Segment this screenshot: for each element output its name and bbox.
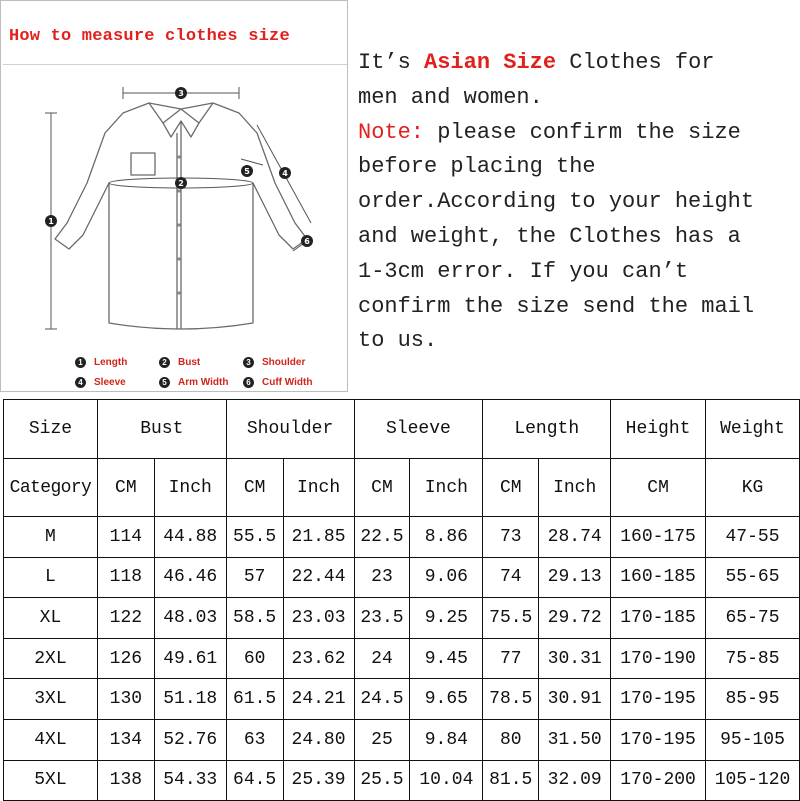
cell-size: 2XL [4, 638, 98, 679]
cell-length-inch: 31.50 [539, 719, 611, 760]
cell-bust-inch: 51.18 [154, 679, 226, 720]
size-chart-table [3, 399, 800, 801]
unit-cm: CM [226, 459, 283, 517]
cell-sleeve-cm: 24 [354, 638, 410, 679]
cell-shoulder-cm: 58.5 [226, 598, 283, 639]
cell-height-cm: 170-200 [611, 760, 706, 801]
note-line: before placing the [358, 154, 596, 180]
cell-weight-kg: 55-65 [706, 557, 800, 598]
cell-sleeve-inch: 9.25 [410, 598, 483, 639]
asian-size-highlight: Asian Size [424, 50, 557, 75]
header-category: Category [4, 459, 98, 517]
legend-marker-icon: 3 [243, 357, 254, 368]
cell-length-inch: 30.91 [539, 679, 611, 720]
measure-marker-3: 3 [178, 89, 184, 98]
cell-bust-inch: 48.03 [154, 598, 226, 639]
note-line: order.According to your height [358, 189, 755, 215]
shirt-diagram-icon [31, 73, 331, 343]
cell-sleeve-cm: 22.5 [354, 517, 410, 558]
cell-sleeve-inch: 9.06 [410, 557, 483, 598]
cell-height-cm: 170-195 [611, 719, 706, 760]
cell-sleeve-cm: 23 [354, 557, 410, 598]
header-bust: Bust [97, 400, 226, 459]
cell-sleeve-inch: 9.84 [410, 719, 483, 760]
cell-height-cm: 170-190 [611, 638, 706, 679]
unit-cm: CM [483, 459, 539, 517]
table-row [4, 679, 800, 720]
unit-inch: Inch [410, 459, 483, 517]
cell-shoulder-cm: 63 [226, 719, 283, 760]
table-row [4, 760, 800, 801]
header-height: Height [611, 400, 706, 459]
header-shoulder: Shoulder [226, 400, 354, 459]
note-line: to us. [358, 328, 438, 354]
note-line: confirm the size send the mail [358, 293, 755, 319]
measure-marker-2: 2 [178, 179, 184, 188]
legend-marker-icon: 5 [159, 377, 170, 388]
cell-sleeve-cm: 23.5 [354, 598, 410, 639]
cell-size: 4XL [4, 719, 98, 760]
cell-size: M [4, 517, 98, 558]
cell-weight-kg: 85-95 [706, 679, 800, 720]
measure-marker-6: 6 [304, 237, 310, 246]
table-row [4, 598, 800, 639]
cell-bust-cm: 134 [97, 719, 154, 760]
legend-marker-icon: 2 [159, 357, 170, 368]
cell-bust-cm: 130 [97, 679, 154, 720]
legend-marker-icon: 4 [75, 377, 86, 388]
table-row [4, 517, 800, 558]
cell-sleeve-inch: 9.65 [410, 679, 483, 720]
cell-shoulder-inch: 21.85 [283, 517, 354, 558]
unit-inch: Inch [539, 459, 611, 517]
size-rows [4, 517, 800, 801]
legend-marker-icon: 1 [75, 357, 86, 368]
guide-title-bar [3, 3, 347, 65]
note-line: 1-3cm error. If you can’t [358, 258, 689, 284]
cell-weight-kg: 105-120 [706, 760, 800, 801]
cell-shoulder-cm: 64.5 [226, 760, 283, 801]
size-note [358, 46, 794, 359]
header-weight: Weight [706, 400, 800, 459]
cell-weight-kg: 47-55 [706, 517, 800, 558]
cell-shoulder-cm: 60 [226, 638, 283, 679]
cell-height-cm: 170-185 [611, 598, 706, 639]
cell-shoulder-cm: 61.5 [226, 679, 283, 720]
cell-length-cm: 80 [483, 719, 539, 760]
table-row [4, 719, 800, 760]
cell-bust-inch: 44.88 [154, 517, 226, 558]
measure-marker-5: 5 [244, 167, 250, 176]
cell-size: 3XL [4, 679, 98, 720]
legend-marker-icon: 6 [243, 377, 254, 388]
cell-weight-kg: 65-75 [706, 598, 800, 639]
cell-size: 5XL [4, 760, 98, 801]
note-line: and weight, the Clothes has a [358, 223, 741, 249]
cell-bust-cm: 114 [97, 517, 154, 558]
measure-marker-4: 4 [282, 169, 288, 178]
legend-shoulder: 3 Shoulder [243, 357, 305, 368]
cell-size: XL [4, 598, 98, 639]
cell-bust-inch: 49.61 [154, 638, 226, 679]
legend-sleeve: 4 Sleeve [75, 377, 126, 388]
legend-arm-width: 5 Arm Width [159, 377, 228, 388]
cell-shoulder-inch: 23.03 [283, 598, 354, 639]
legend-length: 1 Length [75, 357, 127, 368]
cell-length-inch: 28.74 [539, 517, 611, 558]
unit-inch: Inch [154, 459, 226, 517]
cell-length-cm: 78.5 [483, 679, 539, 720]
cell-length-inch: 32.09 [539, 760, 611, 801]
cell-height-cm: 160-185 [611, 557, 706, 598]
note-line: It’s Asian Size Clothes for [358, 50, 715, 75]
unit-inch: Inch [283, 459, 354, 517]
cell-bust-cm: 118 [97, 557, 154, 598]
cell-height-cm: 170-195 [611, 679, 706, 720]
measure-marker-1: 1 [48, 217, 54, 226]
cell-length-cm: 77 [483, 638, 539, 679]
measurement-guide [0, 0, 348, 392]
cell-length-cm: 75.5 [483, 598, 539, 639]
cell-shoulder-inch: 24.80 [283, 719, 354, 760]
guide-title: How to measure clothes size [9, 27, 290, 46]
cell-sleeve-inch: 9.45 [410, 638, 483, 679]
header-length: Length [483, 400, 611, 459]
legend-cuff-width: 6 Cuff Width [243, 377, 312, 388]
cell-sleeve-inch: 8.86 [410, 517, 483, 558]
unit-cm: CM [97, 459, 154, 517]
note-line: Note: please confirm the size [358, 119, 741, 145]
cell-length-inch: 30.31 [539, 638, 611, 679]
cell-bust-inch: 52.76 [154, 719, 226, 760]
table-unit-row [4, 459, 800, 517]
cell-length-cm: 81.5 [483, 760, 539, 801]
cell-shoulder-inch: 22.44 [283, 557, 354, 598]
cell-sleeve-cm: 25.5 [354, 760, 410, 801]
cell-bust-inch: 54.33 [154, 760, 226, 801]
cell-shoulder-cm: 57 [226, 557, 283, 598]
cell-height-cm: 160-175 [611, 517, 706, 558]
note-line: men and women. [358, 84, 543, 110]
cell-length-inch: 29.72 [539, 598, 611, 639]
cell-shoulder-inch: 23.62 [283, 638, 354, 679]
cell-sleeve-cm: 25 [354, 719, 410, 760]
unit-cm: CM [611, 459, 706, 517]
cell-sleeve-inch: 10.04 [410, 760, 483, 801]
unit-cm: CM [354, 459, 410, 517]
cell-length-cm: 74 [483, 557, 539, 598]
legend-bust: 2 Bust [159, 357, 200, 368]
table-row [4, 557, 800, 598]
cell-size: L [4, 557, 98, 598]
cell-bust-cm: 138 [97, 760, 154, 801]
table-header-row [4, 400, 800, 459]
cell-shoulder-inch: 25.39 [283, 760, 354, 801]
header-size: Size [4, 400, 98, 459]
cell-length-cm: 73 [483, 517, 539, 558]
cell-weight-kg: 95-105 [706, 719, 800, 760]
cell-sleeve-cm: 24.5 [354, 679, 410, 720]
cell-length-inch: 29.13 [539, 557, 611, 598]
cell-bust-inch: 46.46 [154, 557, 226, 598]
note-label: Note: [358, 119, 425, 145]
cell-bust-cm: 126 [97, 638, 154, 679]
cell-weight-kg: 75-85 [706, 638, 800, 679]
table-row [4, 638, 800, 679]
cell-bust-cm: 122 [97, 598, 154, 639]
cell-shoulder-inch: 24.21 [283, 679, 354, 720]
header-sleeve: Sleeve [354, 400, 483, 459]
cell-shoulder-cm: 55.5 [226, 517, 283, 558]
unit-kg: KG [706, 459, 800, 517]
